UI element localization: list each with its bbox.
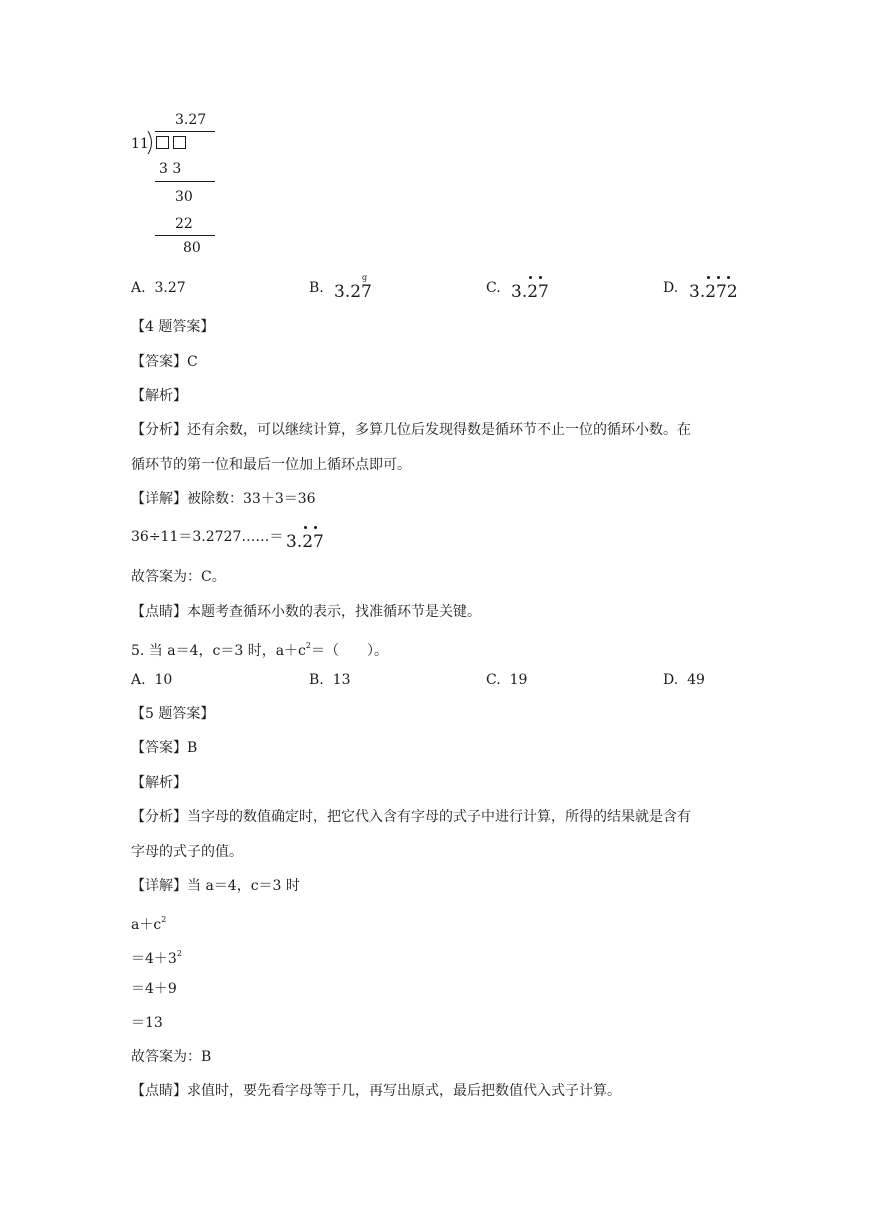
- option-mark: g: [362, 273, 368, 282]
- q5-option-c: C. 19: [486, 672, 528, 688]
- q5-expr-3: ＝4＋9: [131, 981, 177, 997]
- q4-option-d-value: 3.272: [689, 282, 738, 302]
- division-bracket: [146, 131, 156, 155]
- division-dividend-blanks: [156, 134, 190, 154]
- blank-box: [156, 136, 169, 149]
- option-value: 3.27: [154, 280, 186, 296]
- blank-box: [173, 136, 186, 149]
- q5-analysis-title: 【解析】: [131, 775, 187, 791]
- q4-comment: 【点睛】本题考查循环小数的表示，找准循环节是关键。: [131, 604, 481, 620]
- q4-detail-line-1: 【详解】被除数：33＋3＝36: [131, 491, 316, 507]
- q4-answer: 【答案】C: [131, 354, 198, 370]
- division-step-2: 30: [175, 189, 193, 205]
- q5-conclusion: 故答案为：B: [131, 1049, 212, 1065]
- q5-expr-1: $a+c^2$: [131, 915, 167, 933]
- q4-conclusion: 故答案为：C。: [131, 569, 226, 585]
- q4-analysis-title: 【解析】: [131, 388, 187, 404]
- q5-option-d: D. 49: [663, 672, 705, 688]
- q5-option-a: A. 10: [131, 672, 173, 688]
- option-letter: B.: [309, 280, 324, 296]
- option-letter: C.: [486, 280, 501, 296]
- option-letter: D.: [663, 280, 679, 296]
- division-step-1: 3 3: [159, 161, 182, 177]
- q4-option-c-value: 3.27: [511, 282, 549, 302]
- option-letter: A.: [131, 280, 146, 296]
- q4-detail-value: 3.27: [286, 532, 324, 552]
- division-divisor: 11: [131, 136, 149, 152]
- q5-detail-line-1: 【详解】当 a＝4，c＝3 时: [131, 878, 300, 894]
- division-bar: [155, 131, 215, 132]
- q4-option-c: [486, 278, 501, 298]
- division-step-3: 22: [175, 216, 193, 232]
- division-line-2: [155, 235, 215, 236]
- q4-option-b-value: 3.27 g: [334, 273, 372, 302]
- q5-expr-2: $=4+3^2$: [131, 949, 182, 967]
- q4-analysis-line-2: 循环节的第一位和最后一位加上循环点即可。: [131, 457, 411, 473]
- division-quotient: 3.27: [175, 112, 207, 128]
- q4-option-a: [131, 278, 186, 298]
- q5-option-b: B. 13: [309, 672, 351, 688]
- q4-analysis-line-1: 【分析】还有余数，可以继续计算，多算几位后发现得数是循环节不止一位的循环小数。在: [131, 422, 691, 438]
- q5-expr-4: ＝13: [131, 1015, 163, 1031]
- q5-answer-title: 【5 题答案】: [131, 706, 215, 722]
- q5-question: 5. 当 a＝4，c＝3 时，$a+c^2=$（ ）。: [131, 641, 388, 659]
- q5-comment: 【点睛】求值时，要先看字母等于几，再写出原式，最后把数值代入式子计算。: [131, 1083, 621, 1099]
- division-line-1: [155, 181, 215, 182]
- q5-analysis-line-1: 【分析】当字母的数值确定时，把它代入含有字母的式子中进行计算，所得的结果就是含有: [131, 809, 691, 825]
- q5-analysis-line-2: 字母的式子的值。: [131, 844, 243, 860]
- division-step-4: 80: [183, 240, 201, 256]
- q4-option-d: [663, 278, 678, 298]
- q5-answer: 【答案】B: [131, 740, 198, 756]
- q4-option-b: [309, 278, 324, 298]
- q4-detail-line-2: 36÷11＝3.2727……＝: [131, 529, 284, 545]
- q4-answer-title: 【4 题答案】: [131, 319, 215, 335]
